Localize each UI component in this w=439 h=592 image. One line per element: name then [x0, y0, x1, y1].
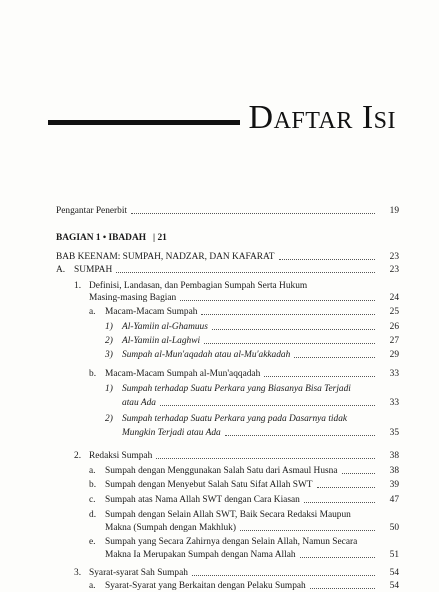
toc-entry-redaksi[interactable]: Redaksi Sumpah 38 — [89, 451, 399, 461]
toc-num: d. — [89, 510, 97, 520]
toc-entry-zahirnya[interactable]: Makna Ia Merupakan Sumpah dengan Nama Allah 51 — [105, 550, 399, 560]
toc-entry-line: Definisi, Landasan, dan Pembagian Sumpah Serta Hukum — [89, 281, 308, 291]
toc-entry-tidak-mungkin[interactable]: Mungkin Terjadi atau Ada 35 — [122, 428, 399, 438]
toc-num: b. — [89, 480, 97, 490]
toc-part-heading: BAGIAN 1 • IBADAH | 21 — [56, 233, 167, 243]
toc-entry-definisi[interactable]: Masing-masing Bagian 24 — [89, 293, 399, 303]
toc-num: 3. — [74, 568, 82, 578]
toc-entry-line: Sumpah terhadap Suatu Perkara yang pada Dasarnya tidak — [122, 414, 348, 424]
toc-entry-line: Sumpah yang Secara Zahirnya dengan Selain Allah, Namun Secara — [105, 537, 358, 547]
toc-num: 2) — [105, 414, 113, 424]
toc-num: 3) — [105, 350, 113, 360]
toc-entry-selain-allah[interactable]: Makna (Sumpah dengan Makhluk) 50 — [105, 523, 399, 533]
toc-num: 2. — [74, 451, 82, 461]
toc-entry-sumpah[interactable]: SUMPAH 23 — [74, 265, 399, 275]
toc-entry-munaqadah[interactable]: Sumpah al-Mun'aqadah atau al-Mu'akkadah 29 — [122, 350, 399, 360]
toc-entry-ghamuus[interactable]: Al-Yamiin al-Ghamuus 26 — [122, 322, 399, 332]
toc-entry-pengantar[interactable]: Pengantar Penerbit 19 — [56, 206, 399, 216]
toc-entry-bisa-terjadi[interactable]: atau Ada 33 — [122, 398, 399, 408]
toc-num: e. — [89, 537, 96, 547]
toc-entry-sifat-allah[interactable]: Sumpah dengan Menyebut Salah Satu Sifat Allah SWT 39 — [105, 480, 399, 490]
toc-entry-line: Sumpah dengan Selain Allah SWT, Baik Secara Redaksi Maupun — [105, 510, 351, 520]
toc-entry-line: Sumpah terhadap Suatu Perkara yang Biasanya Bisa Terjadi — [122, 384, 351, 394]
toc-num: 1. — [74, 281, 82, 291]
toc-entry-kiasan[interactable]: Sumpah atas Nama Allah SWT dengan Cara Kiasan 47 — [105, 495, 399, 505]
toc-entry-macam-sumpah[interactable]: Macam-Macam Sumpah 25 — [105, 307, 399, 317]
toc-entry-asmaul-husna[interactable]: Sumpah dengan Menggunakan Salah Satu dari Asmaul Husna 38 — [105, 466, 399, 476]
toc-num: b. — [89, 369, 97, 379]
toc-entry-syarat[interactable]: Syarat-syarat Sah Sumpah 54 — [89, 568, 399, 578]
toc-num: A. — [56, 265, 66, 275]
toc-num: 1) — [105, 322, 113, 332]
toc-num: 2) — [105, 336, 113, 346]
toc-entry-bab[interactable]: BAB KEENAM: SUMPAH, NADZAR, DAN KAFARAT 23 — [56, 252, 399, 262]
toc-entry-macam-munaqqadah[interactable]: Macam-Macam Sumpah al-Mun'aqqadah 33 — [105, 369, 399, 379]
toc-num: c. — [89, 495, 96, 505]
toc-num: a. — [89, 581, 96, 591]
toc-num: 1) — [105, 384, 113, 394]
toc-entry-laghwi[interactable]: Al-Yamiin al-Laghwi 27 — [122, 336, 399, 346]
page-title: Daftar Isi — [248, 99, 396, 136]
toc-num: a. — [89, 307, 96, 317]
toc-entry-pelaku-sumpah[interactable]: Syarat-Syarat yang Berkaitan dengan Pelaku Sumpah 54 — [105, 581, 399, 591]
toc-num: a. — [89, 466, 96, 476]
